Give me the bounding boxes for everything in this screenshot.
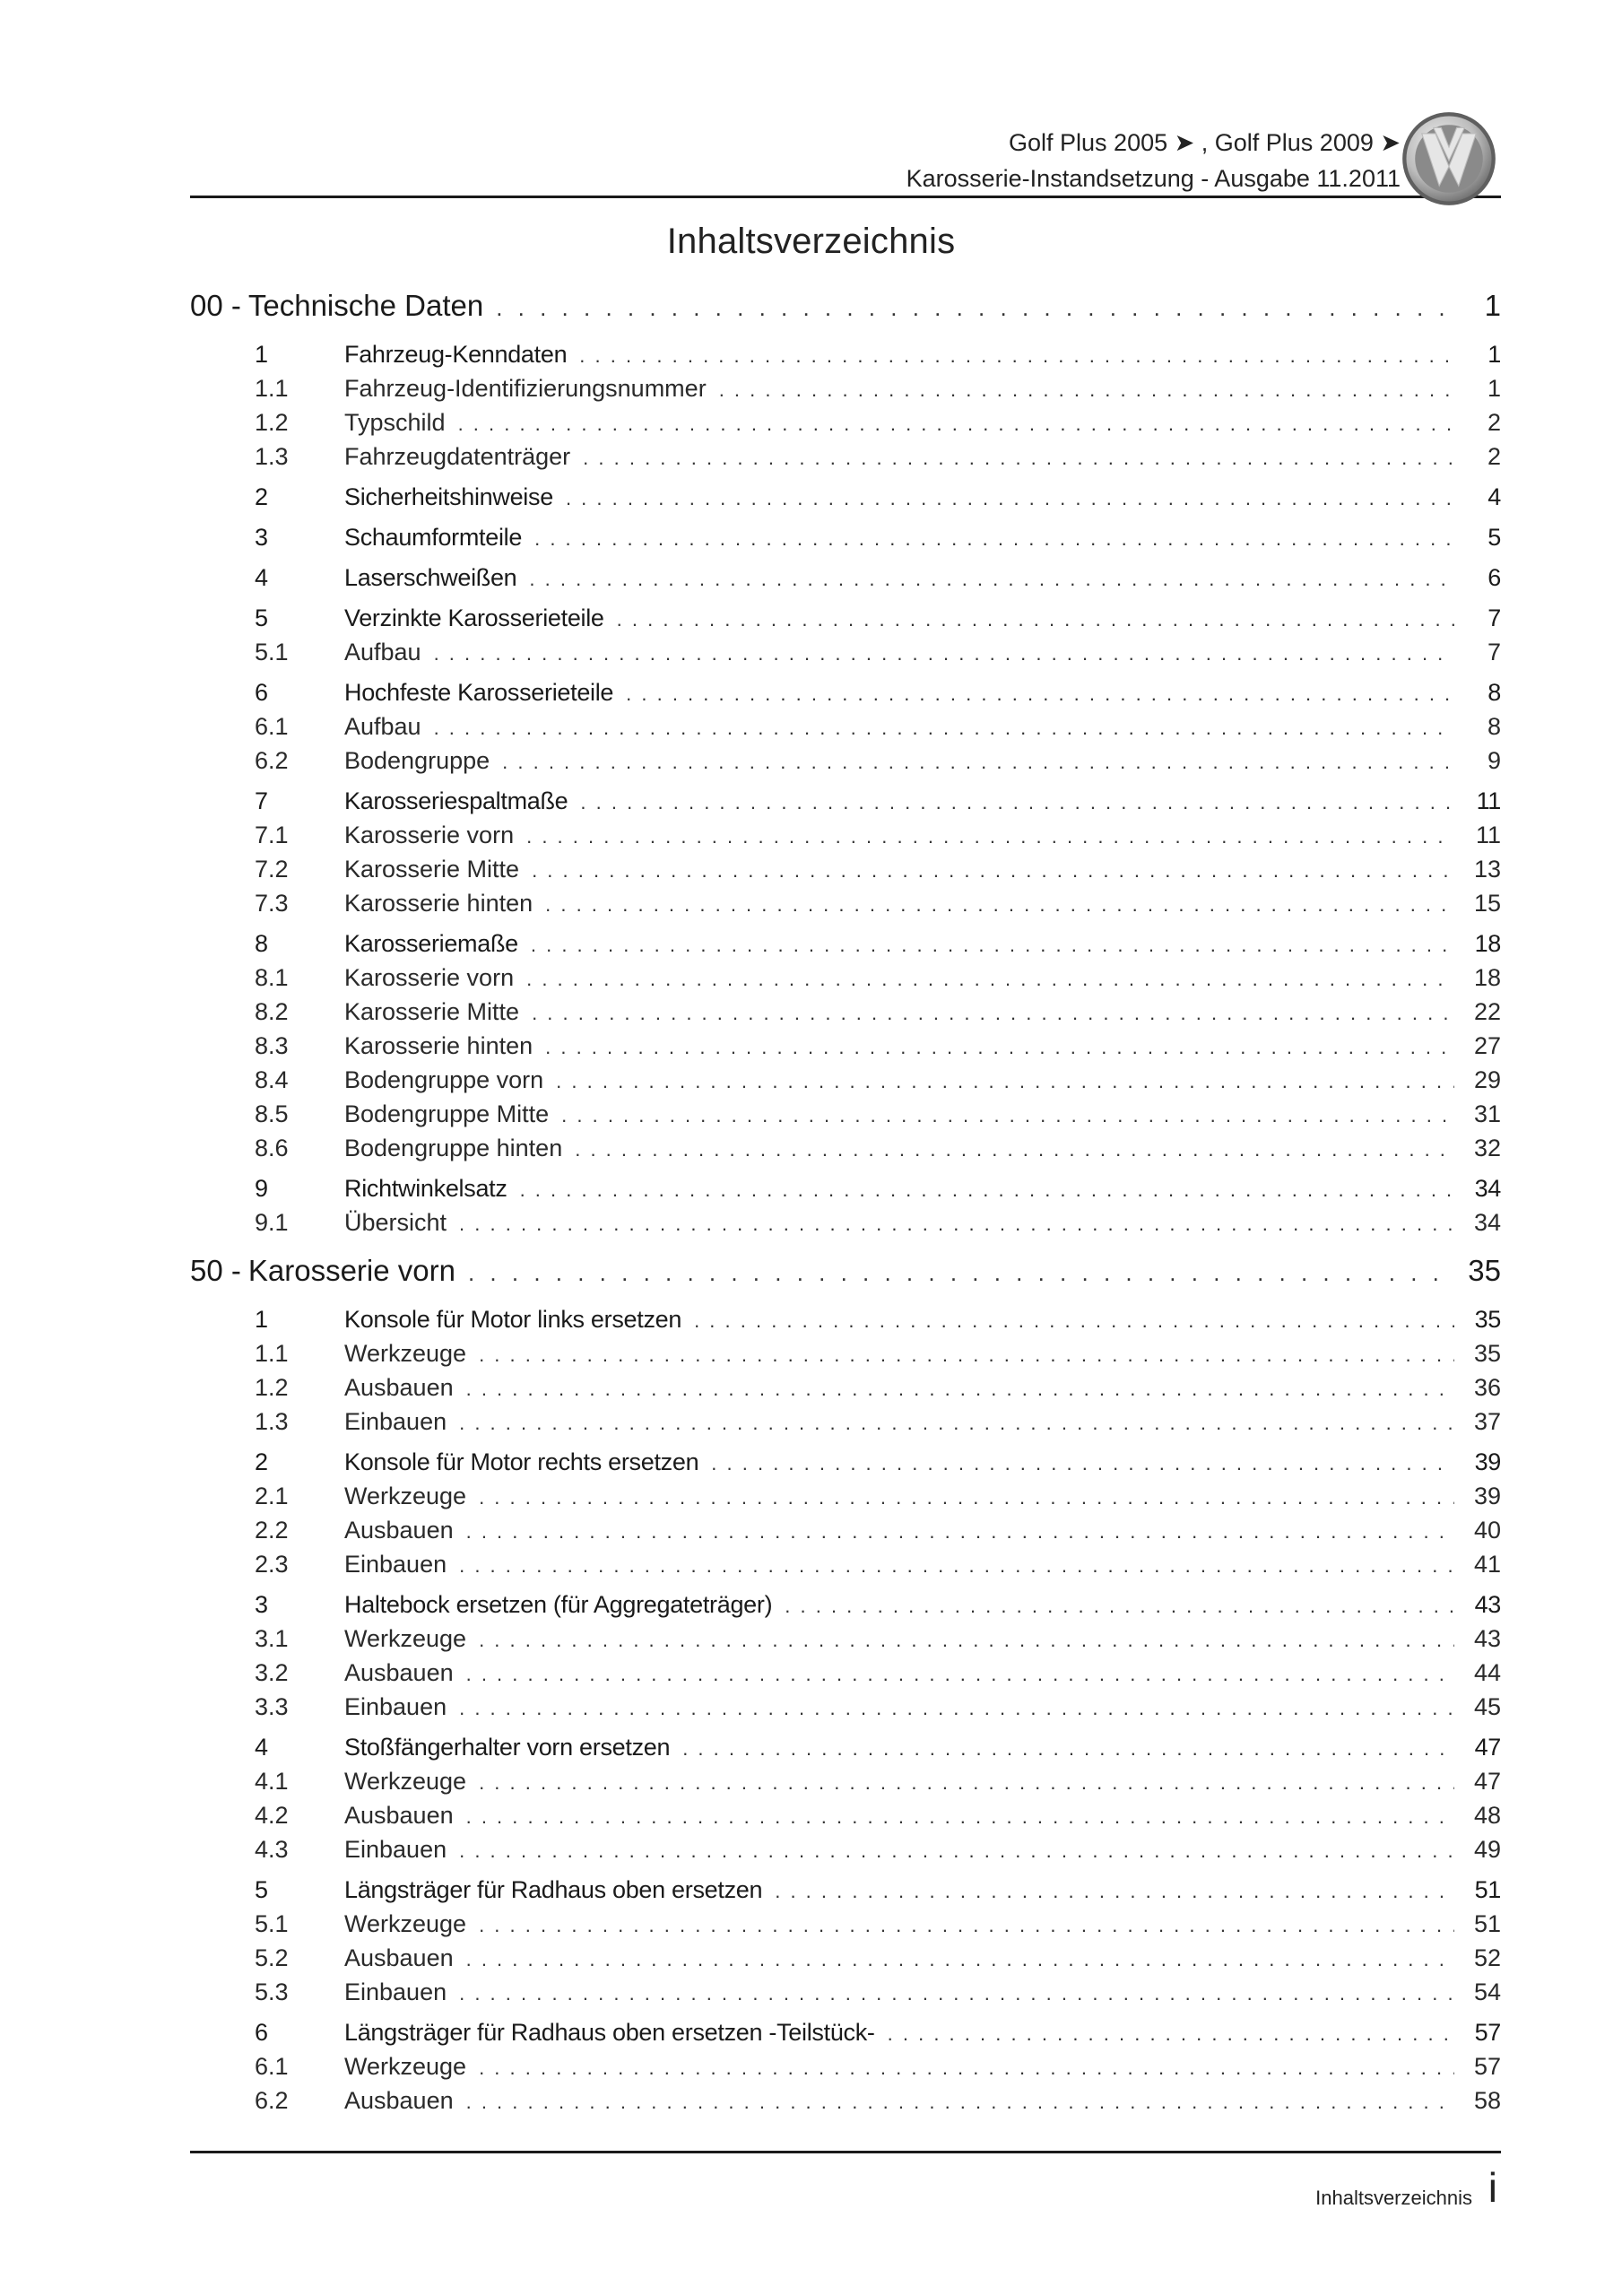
toc-entry-sub[interactable] bbox=[190, 1979, 1501, 2006]
toc-entry-title[interactable]: Stoßfängerhalter vorn ersetzen bbox=[344, 1734, 671, 1761]
dot-leader bbox=[520, 1178, 1454, 1202]
toc-entry-page[interactable]: 31 bbox=[1473, 1100, 1501, 1127]
toc-entry-page[interactable]: 7 bbox=[1488, 604, 1501, 631]
dot-leader bbox=[496, 294, 1454, 322]
toc-entry-title[interactable]: Bodengruppe Mitte bbox=[344, 1100, 550, 1127]
toc-entry-page[interactable]: 27 bbox=[1473, 1032, 1501, 1059]
toc-entry-number: 3 bbox=[255, 1591, 268, 1618]
footer-page-number: i bbox=[1488, 2164, 1497, 2211]
toc-entry-sub[interactable] bbox=[190, 1100, 1501, 1128]
toc-entry-title[interactable]: Typschild bbox=[344, 409, 446, 436]
toc-entry-number: 5.3 bbox=[255, 1979, 289, 2005]
dot-leader bbox=[694, 1309, 1454, 1333]
toc-entry-page[interactable]: 51 bbox=[1473, 1910, 1501, 1937]
toc-entry-title[interactable]: Schaumformteile bbox=[344, 524, 523, 551]
dot-leader bbox=[459, 1554, 1454, 1578]
toc-entry-number: 1.1 bbox=[255, 375, 289, 402]
dot-leader bbox=[626, 683, 1454, 706]
toc-entry-sub[interactable] bbox=[190, 2053, 1501, 2081]
dot-leader bbox=[785, 1595, 1454, 1618]
toc-entry-title[interactable]: Bodengruppe hinten bbox=[344, 1135, 563, 1161]
toc-entry-page[interactable]: 1 bbox=[1488, 341, 1501, 368]
dot-leader bbox=[545, 1036, 1454, 1059]
dot-leader bbox=[580, 791, 1454, 814]
toc-entry-sub[interactable] bbox=[190, 1836, 1501, 1864]
header-models: Golf Plus 2005 ➤ , Golf Plus 2009 ➤ bbox=[1009, 129, 1401, 156]
dot-leader bbox=[479, 2057, 1454, 2080]
toc-entry-title[interactable]: Ausbauen bbox=[344, 1517, 454, 1544]
toc-entry-sub[interactable] bbox=[190, 1625, 1501, 1653]
dot-leader bbox=[575, 1138, 1454, 1161]
toc-entry-sub[interactable] bbox=[190, 1910, 1501, 1938]
toc-entry-number: 5.1 bbox=[255, 1910, 289, 1937]
toc-entry-page[interactable]: 6 bbox=[1488, 564, 1501, 591]
toc-entry-section[interactable] bbox=[190, 1306, 1501, 1334]
dot-leader bbox=[466, 1663, 1454, 1686]
toc-entry-page[interactable]: 41 bbox=[1473, 1551, 1501, 1578]
toc-entry-number: 50 - bbox=[190, 1254, 241, 1287]
toc-entry-sub[interactable] bbox=[190, 409, 1501, 437]
toc-entry-number: 1.3 bbox=[255, 443, 289, 470]
dot-leader bbox=[459, 1412, 1454, 1435]
toc-entry-page[interactable]: 4 bbox=[1488, 483, 1501, 510]
toc-entry-page[interactable]: 1 bbox=[1487, 375, 1501, 402]
dot-leader bbox=[711, 1452, 1454, 1475]
toc-entry-page[interactable]: 39 bbox=[1473, 1483, 1501, 1509]
toc-entry-page[interactable]: 51 bbox=[1474, 1876, 1501, 1903]
dot-leader bbox=[545, 893, 1454, 917]
toc-entry-page[interactable]: 18 bbox=[1473, 964, 1501, 991]
dot-leader bbox=[583, 447, 1454, 470]
toc-entry-title[interactable]: Einbauen bbox=[344, 1979, 447, 2005]
toc-entry-page[interactable]: 37 bbox=[1473, 1408, 1501, 1435]
dot-leader bbox=[617, 608, 1454, 631]
toc-entry-section[interactable] bbox=[190, 1876, 1501, 1904]
toc-entry-sub[interactable] bbox=[190, 375, 1501, 403]
dot-leader bbox=[479, 1486, 1454, 1509]
toc-entry-title[interactable]: Werkzeuge bbox=[344, 1625, 467, 1652]
toc-entry-title[interactable]: Bodengruppe bbox=[344, 747, 490, 774]
toc-entry-number: 6.1 bbox=[255, 2053, 289, 2080]
footer-divider bbox=[190, 2151, 1501, 2153]
toc-entry-section[interactable] bbox=[190, 787, 1501, 815]
toc-entry-sub[interactable] bbox=[190, 1659, 1501, 1687]
toc-entry-number: 8.2 bbox=[255, 998, 289, 1025]
toc-entry-page[interactable]: 48 bbox=[1473, 1802, 1501, 1829]
toc-entry-sub[interactable] bbox=[190, 1066, 1501, 1094]
page-title: Inhaltsverzeichnis bbox=[666, 222, 956, 261]
dot-leader bbox=[459, 1697, 1454, 1720]
toc-entry-number: 3.1 bbox=[255, 1625, 289, 1652]
toc-entry-number: 2.3 bbox=[255, 1551, 289, 1578]
toc-entry-sub[interactable] bbox=[190, 639, 1501, 666]
toc-entry-sub[interactable] bbox=[190, 998, 1501, 1026]
toc-entry-section[interactable] bbox=[190, 2019, 1501, 2047]
header-divider bbox=[190, 196, 1501, 198]
toc-entry-sub[interactable] bbox=[190, 1517, 1501, 1544]
dot-leader bbox=[888, 2022, 1454, 2046]
dot-leader bbox=[579, 344, 1454, 368]
toc-entry-page[interactable]: 2 bbox=[1487, 409, 1501, 436]
dot-leader bbox=[775, 1880, 1454, 1903]
toc-entry-number: 8 bbox=[255, 930, 268, 957]
toc-entry-number: 5.2 bbox=[255, 1944, 289, 1971]
toc-entry-page[interactable]: 58 bbox=[1473, 2087, 1501, 2114]
toc-entry-title[interactable]: Fahrzeug-Kenndaten bbox=[344, 341, 568, 368]
toc-entry-number: 7 bbox=[255, 787, 268, 814]
toc-entry-sub[interactable] bbox=[190, 1551, 1501, 1578]
dot-leader bbox=[434, 717, 1454, 740]
toc-entry-number: 4 bbox=[255, 1734, 268, 1761]
toc-entry-page[interactable]: 35 bbox=[1474, 1306, 1501, 1333]
dot-leader bbox=[479, 1771, 1454, 1795]
toc-entry-number: 2 bbox=[255, 483, 268, 510]
toc-entry-title[interactable]: Haltebock ersetzen (für Aggregateträger) bbox=[344, 1591, 773, 1618]
toc-entry-page[interactable]: 39 bbox=[1474, 1448, 1501, 1475]
dot-leader bbox=[531, 934, 1454, 957]
dot-leader bbox=[532, 1002, 1454, 1025]
toc-entry-section[interactable] bbox=[190, 1448, 1501, 1476]
toc-entry-page[interactable]: 5 bbox=[1488, 524, 1501, 551]
toc-entry-sub[interactable] bbox=[190, 1135, 1501, 1162]
toc-entry-title[interactable]: Werkzeuge bbox=[344, 2053, 467, 2080]
toc-entry-title[interactable]: Karosserie vorn bbox=[247, 1254, 455, 1287]
toc-entry-page[interactable]: 29 bbox=[1473, 1066, 1501, 1093]
toc-entry-sub[interactable] bbox=[190, 2087, 1501, 2115]
toc-entry-number: 5 bbox=[255, 604, 268, 631]
toc-entry-number: 6.1 bbox=[255, 713, 289, 740]
toc-entry-number: 6.2 bbox=[255, 747, 289, 774]
footer-section-label: Inhaltsverzeichnis bbox=[1315, 2187, 1472, 2209]
toc-entry-page[interactable]: 54 bbox=[1473, 1979, 1501, 2005]
toc-entry-number: 5.1 bbox=[255, 639, 289, 665]
toc-entry-section[interactable] bbox=[190, 930, 1501, 958]
dot-leader bbox=[556, 1070, 1454, 1093]
toc-entry-title[interactable]: Fahrzeugdatenträger bbox=[344, 443, 571, 470]
toc-entry-section[interactable] bbox=[190, 1734, 1501, 1761]
toc-entry-number: 4.2 bbox=[255, 1802, 289, 1829]
toc-entry-number: 3 bbox=[255, 524, 268, 551]
dot-leader bbox=[534, 527, 1454, 551]
toc-entry-number: 00 - bbox=[190, 289, 241, 322]
toc-entry-sub[interactable] bbox=[190, 1693, 1501, 1721]
toc-entry-title[interactable]: Ausbauen bbox=[344, 1944, 454, 1971]
toc-entry-page[interactable]: 7 bbox=[1487, 639, 1501, 665]
toc-entry-number: 2 bbox=[255, 1448, 268, 1475]
toc-entry-page[interactable]: 36 bbox=[1473, 1374, 1501, 1401]
toc-entry-number: 6 bbox=[255, 679, 268, 706]
toc-entry-number: 7.1 bbox=[255, 822, 289, 848]
toc-entry-title[interactable]: Längsträger für Radhaus oben ersetzen bbox=[344, 1876, 763, 1903]
toc-entry-number: 8.5 bbox=[255, 1100, 289, 1127]
toc-entry-number: 8.4 bbox=[255, 1066, 289, 1093]
toc-entry-title[interactable]: Karosseriemaße bbox=[344, 930, 518, 957]
toc-entry-number: 1.2 bbox=[255, 1374, 289, 1401]
toc-entry-page[interactable]: 57 bbox=[1473, 2053, 1501, 2080]
toc-entry-sub[interactable] bbox=[190, 443, 1501, 471]
toc-entry-number: 9.1 bbox=[255, 1209, 289, 1236]
toc-entry-title[interactable]: Laserschweißen bbox=[344, 564, 517, 591]
toc-entry-sub[interactable] bbox=[190, 822, 1501, 849]
toc-entry-number: 6.2 bbox=[255, 2087, 289, 2114]
toc-entry-page[interactable]: 18 bbox=[1474, 930, 1501, 957]
toc-entry-page[interactable]: 11 bbox=[1476, 787, 1501, 814]
toc-entry-page[interactable]: 32 bbox=[1473, 1135, 1501, 1161]
header-subtitle: Karosserie-Instandsetzung - Ausgabe 11.2011 bbox=[906, 165, 1401, 192]
toc-entry-title[interactable]: Karosserie hinten bbox=[344, 890, 533, 917]
toc-entry-section[interactable] bbox=[190, 564, 1501, 592]
toc-entry-page[interactable]: 52 bbox=[1473, 1944, 1501, 1971]
toc-entry-number: 3.3 bbox=[255, 1693, 289, 1720]
toc-entry-title[interactable]: Ausbauen bbox=[344, 2087, 454, 2114]
toc-entry-sub[interactable] bbox=[190, 1032, 1501, 1060]
toc-entry-number: 2.1 bbox=[255, 1483, 289, 1509]
toc-entry-title[interactable]: Sicherheitshinweise bbox=[344, 483, 553, 510]
toc-entry-number: 2.2 bbox=[255, 1517, 289, 1544]
toc-entry-sub[interactable] bbox=[190, 1209, 1501, 1237]
dot-leader bbox=[479, 1914, 1454, 1937]
toc-entry-number: 4.3 bbox=[255, 1836, 289, 1863]
toc-entry-page[interactable]: 8 bbox=[1488, 679, 1501, 706]
toc-entry-section[interactable] bbox=[190, 524, 1501, 552]
toc-entry-section[interactable] bbox=[190, 604, 1501, 632]
toc-entry-page[interactable]: 44 bbox=[1473, 1659, 1501, 1686]
toc-entry-title[interactable]: Aufbau bbox=[344, 639, 421, 665]
toc-entry-section[interactable] bbox=[190, 1591, 1501, 1619]
toc-entry-number: 7.3 bbox=[255, 890, 289, 917]
toc-entry-number: 1.2 bbox=[255, 409, 289, 436]
toc-entry-title[interactable]: Einbauen bbox=[344, 1693, 447, 1720]
toc-entry-sub[interactable] bbox=[190, 1802, 1501, 1830]
dot-leader bbox=[466, 1948, 1454, 1971]
toc-entry-sub[interactable] bbox=[190, 964, 1501, 992]
toc-entry-sub[interactable] bbox=[190, 890, 1501, 918]
toc-entry-page[interactable]: 35 bbox=[1468, 1254, 1501, 1287]
dot-leader bbox=[529, 568, 1454, 591]
dot-leader bbox=[434, 642, 1454, 665]
toc-entry-number: 8.6 bbox=[255, 1135, 289, 1161]
toc-entry-number: 8.3 bbox=[255, 1032, 289, 1059]
toc-entry-sub[interactable] bbox=[190, 1340, 1501, 1368]
toc-entry-sub[interactable] bbox=[190, 1944, 1501, 1972]
toc-entry-number: 3.2 bbox=[255, 1659, 289, 1686]
toc-entry-title[interactable]: Einbauen bbox=[344, 1408, 447, 1435]
toc-entry-title[interactable]: Fahrzeug-Identifizierungsnummer bbox=[344, 375, 707, 402]
toc-entry-page[interactable]: 11 bbox=[1475, 822, 1501, 848]
toc-entry-page[interactable]: 9 bbox=[1487, 747, 1501, 774]
toc-entry-title[interactable]: Einbauen bbox=[344, 1551, 447, 1578]
toc-entry-page[interactable]: 13 bbox=[1473, 856, 1501, 883]
toc-entry-title[interactable]: Karosserie hinten bbox=[344, 1032, 533, 1059]
dot-leader bbox=[466, 2091, 1454, 2114]
toc-entry-title[interactable]: Werkzeuge bbox=[344, 1483, 467, 1509]
dot-leader bbox=[466, 1805, 1454, 1829]
dot-leader bbox=[466, 1520, 1454, 1544]
dot-leader bbox=[459, 1839, 1454, 1863]
toc-entry-title[interactable]: Konsole für Motor links ersetzen bbox=[344, 1306, 682, 1333]
dot-leader bbox=[459, 1982, 1454, 2005]
dot-leader bbox=[479, 1344, 1454, 1367]
dot-leader bbox=[719, 378, 1454, 402]
toc-entry-page[interactable]: 40 bbox=[1473, 1517, 1501, 1544]
toc-entry-title[interactable]: Einbauen bbox=[344, 1836, 447, 1863]
toc-entry-title[interactable]: Aufbau bbox=[344, 713, 421, 740]
toc-entry-title[interactable]: Längsträger für Radhaus oben ersetzen -Teilstück- bbox=[344, 2019, 875, 2046]
dot-leader bbox=[459, 1213, 1454, 1236]
toc-entry-title[interactable]: Ausbauen bbox=[344, 1659, 454, 1686]
toc-entry-number: 1 bbox=[255, 1306, 268, 1333]
toc-entry-title[interactable]: Werkzeuge bbox=[344, 1340, 467, 1367]
toc-entry-title[interactable]: Karosserie Mitte bbox=[344, 856, 520, 883]
toc-entry-section[interactable] bbox=[190, 341, 1501, 369]
toc-entry-sub[interactable] bbox=[190, 713, 1501, 741]
toc-entry-page[interactable]: 2 bbox=[1487, 443, 1501, 470]
toc-entry-chapter[interactable] bbox=[190, 289, 1501, 323]
toc-entry-page[interactable]: 47 bbox=[1474, 1734, 1501, 1761]
dot-leader bbox=[566, 487, 1454, 510]
toc-entry-number: 8.1 bbox=[255, 964, 289, 991]
toc-entry-page[interactable]: 1 bbox=[1484, 289, 1501, 322]
toc-entry-title[interactable]: Technische Daten bbox=[247, 289, 484, 322]
toc-entry-number: 6 bbox=[255, 2019, 268, 2046]
toc-entry-sub[interactable] bbox=[190, 747, 1501, 775]
toc-entry-number: 4.1 bbox=[255, 1768, 289, 1795]
toc-entry-title[interactable]: Übersicht bbox=[344, 1209, 447, 1236]
toc-entry-number: 1 bbox=[255, 341, 268, 368]
toc-entry-sub[interactable] bbox=[190, 1374, 1501, 1402]
toc-entry-page[interactable]: 47 bbox=[1473, 1768, 1501, 1795]
toc-entry-sub[interactable] bbox=[190, 1768, 1501, 1796]
toc-entry-page[interactable]: 43 bbox=[1474, 1591, 1501, 1618]
dot-leader bbox=[561, 1104, 1454, 1127]
toc-entry-page[interactable]: 43 bbox=[1473, 1625, 1501, 1652]
toc-entry-title[interactable]: Konsole für Motor rechts ersetzen bbox=[344, 1448, 699, 1475]
toc-entry-number: 5 bbox=[255, 1876, 268, 1903]
toc-entry-sub[interactable] bbox=[190, 1483, 1501, 1510]
dot-leader bbox=[479, 1629, 1454, 1652]
toc-entry-title[interactable]: Ausbauen bbox=[344, 1374, 454, 1401]
dot-leader bbox=[502, 751, 1454, 774]
toc-entry-page[interactable]: 8 bbox=[1487, 713, 1501, 740]
toc-entry-page[interactable]: 34 bbox=[1474, 1175, 1501, 1202]
toc-entry-title[interactable]: Werkzeuge bbox=[344, 1910, 467, 1937]
toc-entry-title[interactable]: Hochfeste Karosserieteile bbox=[344, 679, 614, 706]
toc-entry-sub[interactable] bbox=[190, 1408, 1501, 1436]
dot-leader bbox=[526, 968, 1454, 991]
toc-entry-number: 7.2 bbox=[255, 856, 289, 883]
toc-entry-title[interactable]: Verzinkte Karosserieteile bbox=[344, 604, 604, 631]
toc-entry-page[interactable]: 34 bbox=[1473, 1209, 1501, 1236]
toc-entry-number: 1.1 bbox=[255, 1340, 289, 1367]
dot-leader bbox=[526, 825, 1454, 848]
toc-entry-page[interactable]: 35 bbox=[1473, 1340, 1501, 1367]
toc-entry-page[interactable]: 49 bbox=[1473, 1836, 1501, 1863]
toc-entry-title[interactable]: Karosserie Mitte bbox=[344, 998, 520, 1025]
toc-entry-number: 4 bbox=[255, 564, 268, 591]
dot-leader bbox=[466, 1378, 1454, 1401]
toc-entry-number: 1.3 bbox=[255, 1408, 289, 1435]
toc-entry-number: 9 bbox=[255, 1175, 268, 1202]
toc-entry-page[interactable]: 22 bbox=[1473, 998, 1501, 1025]
dot-leader bbox=[458, 413, 1454, 436]
toc-entry-title[interactable]: Karosseriespaltmaße bbox=[344, 787, 568, 814]
toc-entry-section[interactable] bbox=[190, 1175, 1501, 1203]
toc-entry-title[interactable]: Ausbauen bbox=[344, 1802, 454, 1829]
toc-entry-page[interactable]: 45 bbox=[1473, 1693, 1501, 1720]
toc-entry-section[interactable] bbox=[190, 483, 1501, 511]
toc-entry-chapter[interactable] bbox=[190, 1254, 1501, 1288]
vw-logo-icon bbox=[1401, 110, 1497, 207]
dot-leader bbox=[468, 1259, 1454, 1287]
toc-entry-page[interactable]: 15 bbox=[1473, 890, 1501, 917]
dot-leader bbox=[532, 859, 1454, 883]
toc-entry-title[interactable]: Richtwinkelsatz bbox=[344, 1175, 507, 1202]
toc-entry-title[interactable]: Karosserie vorn bbox=[344, 964, 515, 991]
toc-entry-title[interactable]: Karosserie vorn bbox=[344, 822, 515, 848]
dot-leader bbox=[682, 1737, 1454, 1761]
toc-entry-section[interactable] bbox=[190, 679, 1501, 707]
toc-entry-page[interactable]: 57 bbox=[1474, 2019, 1501, 2046]
toc-entry-title[interactable]: Bodengruppe vorn bbox=[344, 1066, 544, 1093]
toc-entry-sub[interactable] bbox=[190, 856, 1501, 883]
toc-entry-title[interactable]: Werkzeuge bbox=[344, 1768, 467, 1795]
